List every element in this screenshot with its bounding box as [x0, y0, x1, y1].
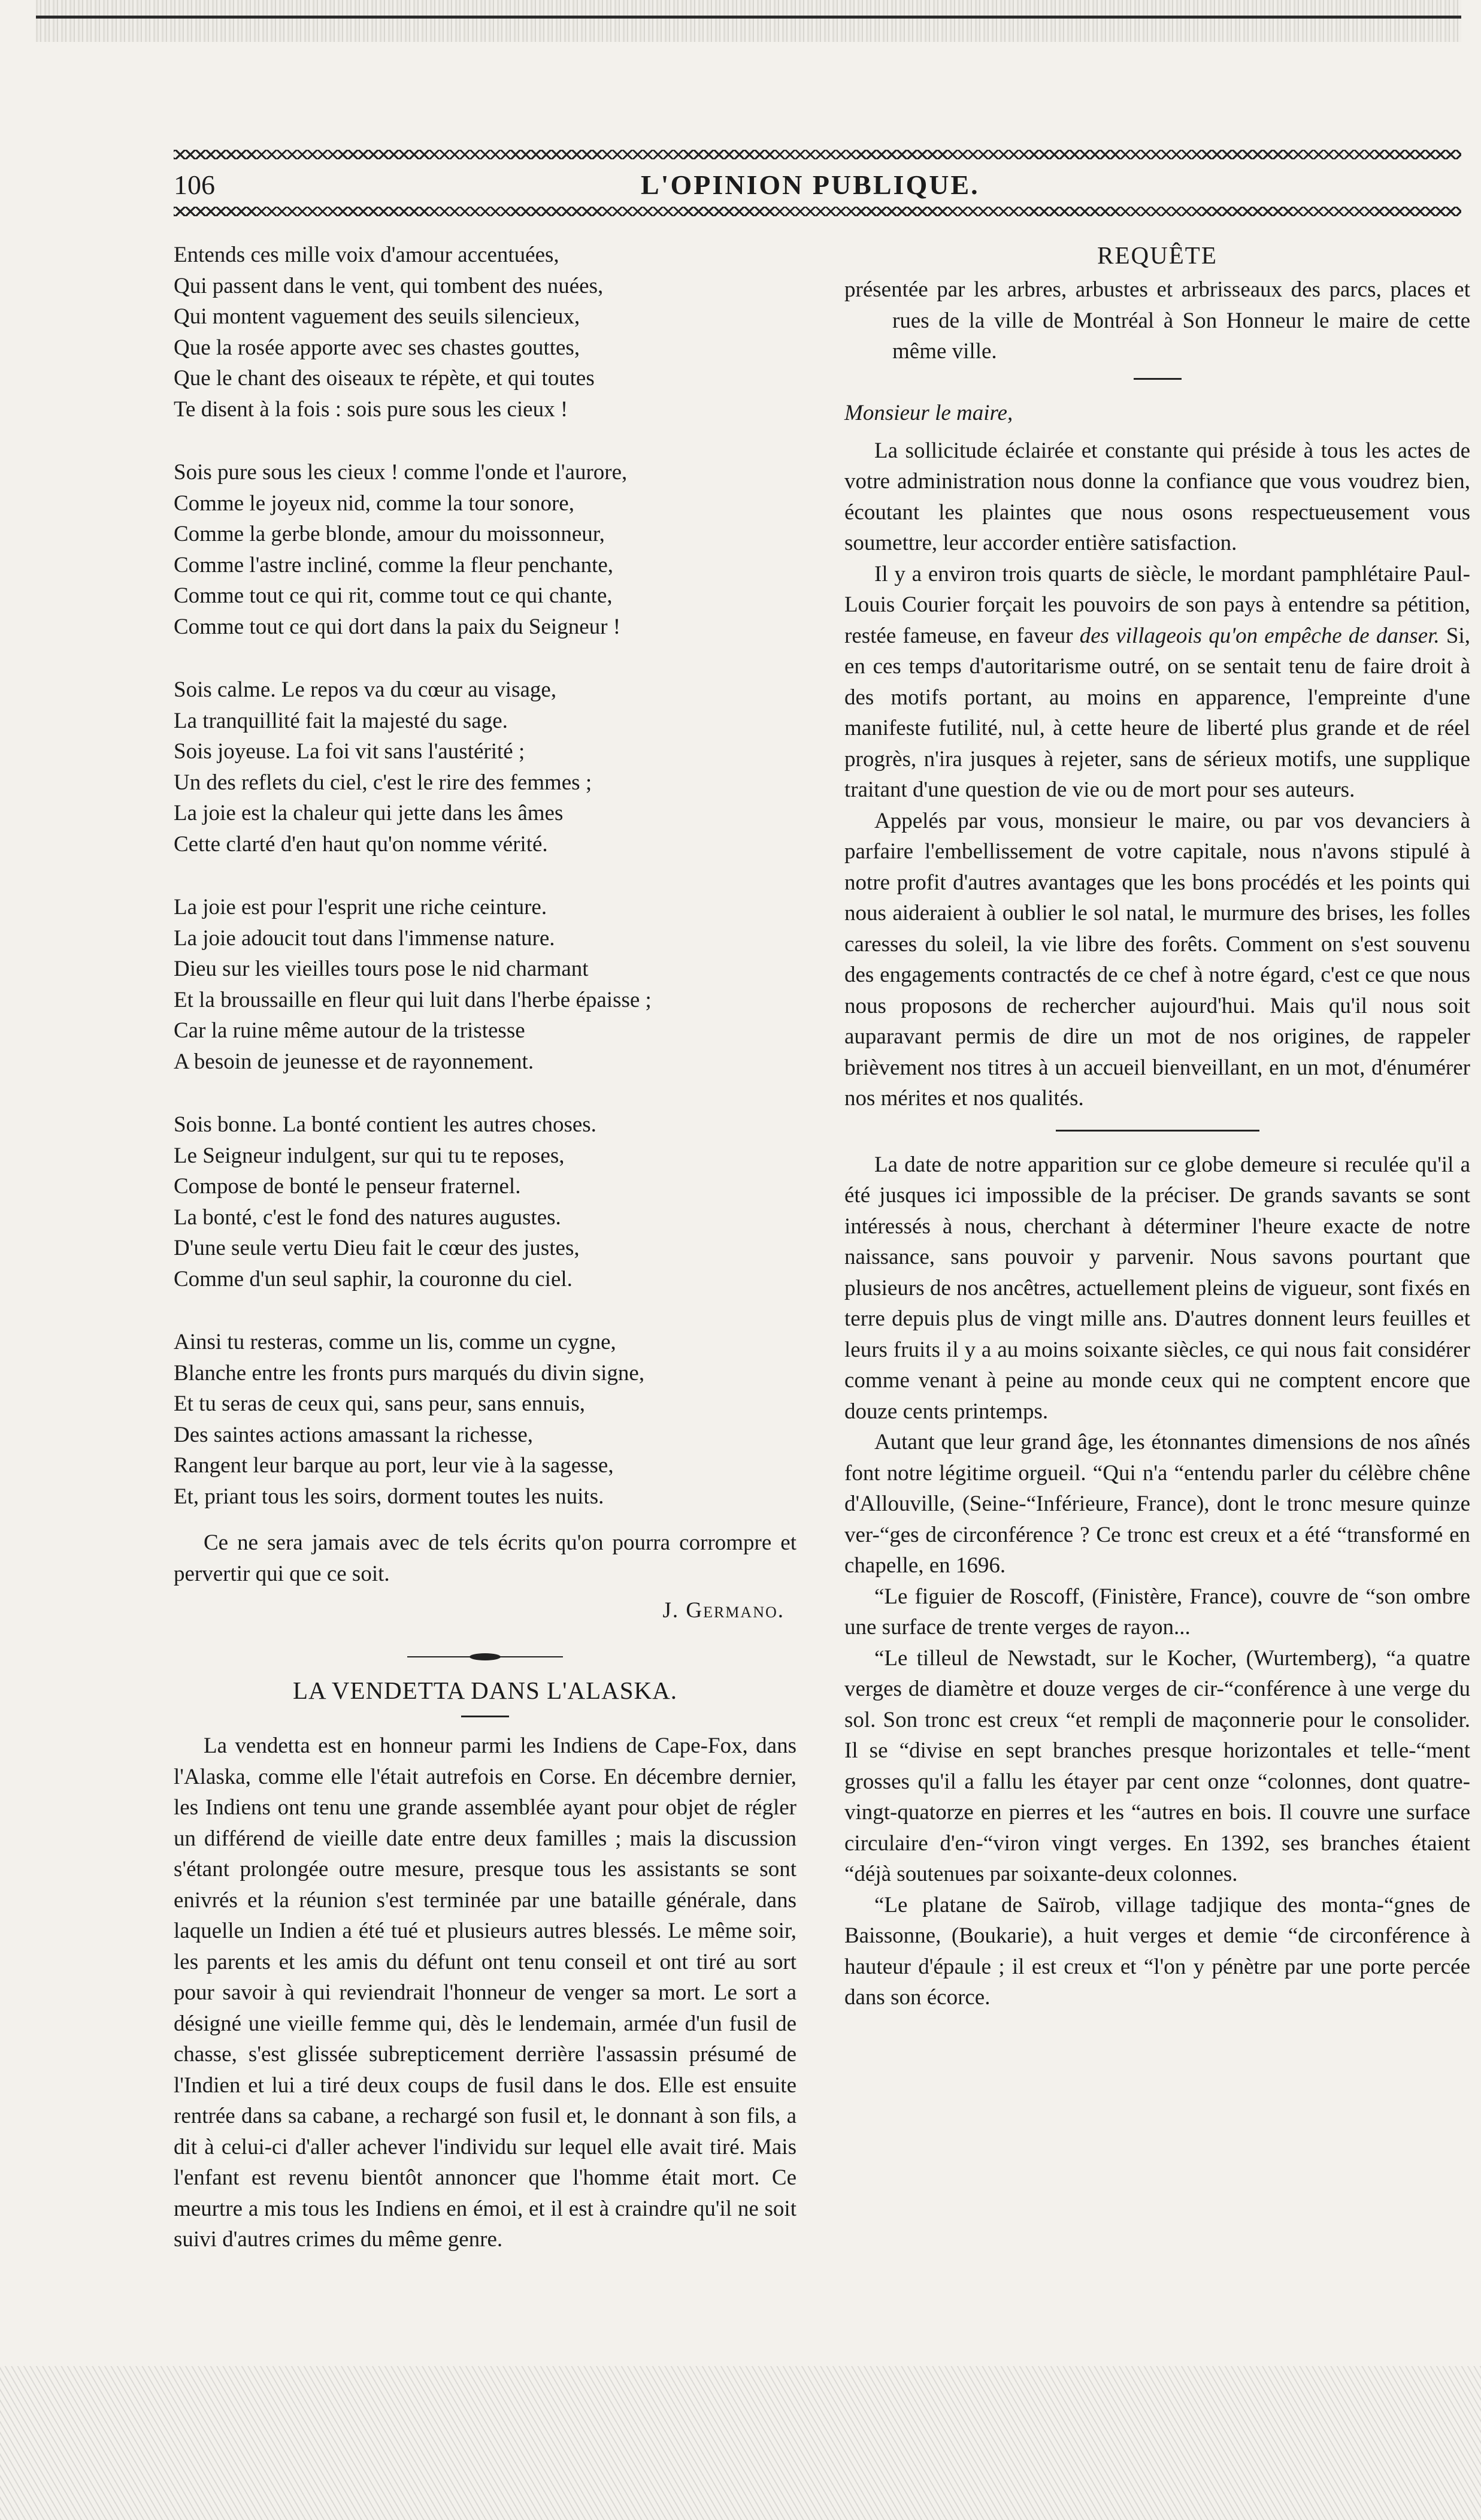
verse-line: Entends ces mille voix d'amour accentuées, — [174, 243, 559, 267]
subtitle-rule — [1134, 378, 1182, 380]
poem-stanza-6 — [174, 1327, 796, 1512]
verse-line: Que le chant des oiseaux te répète, et qui toutes — [174, 366, 595, 391]
paragraph: “Le platane de Saïrob, village tadjique des monta-“gnes de Baissonne, (Boukarie), a huit verges et demie “de circonférence à hauteur d'épaule ; il est creux et “l'on y pénètre par une porte percée dans son écorce. — [844, 1892, 1470, 2010]
left-column — [174, 240, 796, 2255]
top-border-line — [36, 16, 1461, 19]
verse-line: D'une seule vertu Dieu fait le cœur des justes, — [174, 1236, 580, 1260]
paragraph-rule — [1056, 1130, 1259, 1132]
title-rule — [461, 1716, 509, 1717]
verse-line: Que la rosée apporte avec ses chastes gouttes, — [174, 335, 580, 360]
paragraph: La sollicitude éclairée et constante qui préside à tous les actes de votre administration nous donne la confiance que vous voudrez bien, écoutant les plaintes que nous osons respectueusement vous soumettre, leur accorder entière satisfaction. — [844, 438, 1470, 555]
paragraph: Autant que leur grand âge, les étonnantes dimensions de nos aînés font notre légitime orgueil. “Qui n'a “entendu parler du célèbre chêne d'Allouville, (Seine-“Inférieure, France), dont le tronc mesure quinze ver-“ges de circonférence ? Ce tronc est creux et a été “transformé en chapelle, en 1696. — [844, 1430, 1470, 1578]
section-ornament — [407, 1653, 563, 1660]
verse-line: Qui montent vaguement des seuils silencieux, — [174, 304, 580, 329]
verse-line: Rangent leur barque au port, leur vie à la sagesse, — [174, 1453, 614, 1478]
salutation: Monsieur le maire, — [844, 400, 1013, 425]
poem-stanza-1 — [174, 240, 796, 425]
poem-stanza-5 — [174, 1109, 796, 1294]
verse-line: Te disent à la fois : sois pure sous les cieux ! — [174, 397, 568, 422]
verse-line: La joie adoucit tout dans l'immense nature. — [174, 925, 555, 951]
verse-line: Et tu seras de ceux qui, sans peur, sans ennuis, — [174, 1391, 585, 1416]
paragraph: La date de notre apparition sur ce globe demeure si reculée qu'il a été jusques ici impossible de la préciser. De grands savants se sont intéressés à nous, cherchant à déterminer l'heure exacte de notre naissance, sans pouvoir y parvenir. Nous savons pourtant que plusieurs de nos ancêtres, actuellement pleins de vigueur, sont fixés en terre depuis plus de vingt mille ans. D'autres donnent leurs feuilles et leurs fruits il y a au moins soixante siècles, ce qui nous fait considérer comme venant à peine au monde ceux qui ne comptent encore que douze cents printemps. — [844, 1152, 1470, 1424]
header-wave-rule-bottom — [174, 207, 1461, 216]
verse-line: Et, priant tous les soirs, dorment toutes les nuits. — [174, 1484, 604, 1509]
italic-quote: des villageois qu'on empêche de danser. — [1079, 623, 1440, 648]
verse-line: Comme tout ce qui rit, comme tout ce qui chante, — [174, 583, 613, 608]
verse-line: Le Seigneur indulgent, sur qui tu te reposes, — [174, 1143, 565, 1168]
verse-line: Ainsi tu resteras, comme un lis, comme un cygne, — [174, 1330, 616, 1354]
verse-line: La tranquillité fait la majesté du sage. — [174, 708, 508, 733]
paragraph: Appelés par vous, monsieur le maire, ou par vos devanciers à parfaire l'embellissement de votre capitale, nous n'avons stipulé à notre profit d'autres avantages que les bons procédés et les points qui nous aideraient à oublier le sol natal, le murmure des brises, les folles caresses du soleil, la vie libre des forêts. Comment on s'est souvenu des engagements contractés de ce chef à notre égard, c'est ce que nous nous proposons de rechercher aujourd'hui. Mais qu'il nous soit auparavant permis de dire un mot de nos origines, de rappeler brièvement nos titres à un accueil bienveillant, en un mot, d'énumérer nos mérites et nos qualités. — [844, 808, 1470, 1111]
verse-line: Un des reflets du ciel, c'est le rire des femmes ; — [174, 770, 592, 795]
verse-line: Comme l'astre incliné, comme la fleur penchante, — [174, 552, 614, 577]
verse-line: Blanche entre les fronts purs marqués du divin signe, — [174, 1360, 645, 1385]
paragraph — [844, 559, 1470, 806]
verse-line: La joie est la chaleur qui jette dans les âmes — [174, 801, 564, 825]
verse-line: Sois pure sous les cieux ! comme l'onde et l'aurore, — [174, 460, 628, 485]
article-title: LA VENDETTA DANS L'ALASKA. — [292, 1677, 678, 1704]
author-signature: J. Germano. — [662, 1598, 785, 1623]
verse-line: Compose de bonté le penseur fraternel. — [174, 1174, 521, 1199]
paragraph-text: Si, en ces temps d'autoritarisme outré, on se sentait tenu de faire droit à des motifs portant, au moins en apparence, l'empreinte d'une manifeste futilité, nul, à cette heure de liberté plus grande et de réel progrès, n'ira jusques à rejeter, sans de sérieux motifs, une supplique traitant d'une question de vie ou de mort pour ses auteurs. — [844, 623, 1470, 802]
verse-line: La joie est pour l'esprit une riche ceinture. — [174, 895, 547, 919]
verse-line: Comme tout ce qui dort dans la paix du Seigneur ! — [174, 614, 621, 639]
poem-stanza-3 — [174, 674, 796, 860]
verse-line: La bonté, c'est le fond des natures augustes. — [174, 1205, 561, 1230]
article-body: La vendetta est en honneur parmi les Indiens de Cape-Fox, dans l'Alaska, comme elle l'était autrefois en Corse. En décembre dernier, les Indiens ont tenu une grande assemblée ayant pour objet de régler un différend de vieille date entre deux familles ; mais la discussion s'étant prolongée outre mesure, presque tous les assistants se sont enivrés et la réunion s'est terminée par une bataille générale, dans laquelle un Indien a été tué et plusieurs autres blessés. Le même soir, les parents et les amis du défunt ont tenu conseil et ont tiré au sort pour savoir à qui reviendrait l'honneur de venger sa mort. Le sort a désigné une vieille femme qui, dès le lendemain, armée d'un fusil de chasse, s'est glissée subrepticement derrière l'assassin présumé de l'Indien et lui a tiré deux coups de fusil dans le dos. Elle est ensuite rentrée dans sa cabane, a rechargé son fusil et, le donnant à son fils, a dit à celui-ci d'aller achever l'individu sur lequel elle avait tiré. Mais l'enfant est revenu bientôt annoncer que l'homme était mort. Ce meurtre a mis tous les Indiens en émoi, et il est à craindre qu'il ne soit suivi d'autres crimes du même genre. — [174, 1734, 796, 2252]
paragraph: “Le figuier de Roscoff, (Finistère, France), couvre de “son ombre une surface de trente verges de rayon... — [844, 1584, 1470, 1639]
right-column — [844, 240, 1470, 2013]
verse-line: Sois calme. Le repos va du cœur au visage, — [174, 677, 557, 702]
requete-title: REQUÊTE — [1097, 241, 1217, 269]
torn-top-edge — [36, 0, 1461, 42]
paragraph: “Le tilleul de Newstadt, sur le Kocher, (Wurtemberg), “a quatre verges de diamètre et douze verges de cir-“conférence à une verge du sol. Son tronc est creux “et rempli de maçonnerie pour le consolider. Il se “divise en sept branches presque horizontales et telle-“ment grosses qu'il a fallu les étayer par cent onze “colonnes, dont quatre-vingt-quatorze en pierres et les “autres en bois. Il couvre une surface circulaire d'en-“viron vingt verges. En 1392, ses branches étaient “déjà soutenues par soixante-deux colonnes. — [844, 1645, 1470, 1886]
page-texture-bottom — [0, 2366, 1481, 2520]
running-title: L'OPINION PUBLIQUE. — [641, 170, 980, 200]
verse-line: Cette clarté d'en haut qu'on nomme vérité. — [174, 831, 548, 857]
verse-line: Sois bonne. La bonté contient les autres choses. — [174, 1112, 596, 1137]
verse-line: Comme d'un seul saphir, la couronne du ciel. — [174, 1266, 573, 1291]
verse-line: A besoin de jeunesse et de rayonnement. — [174, 1049, 534, 1074]
verse-line: Dieu sur les vieilles tours pose le nid charmant — [174, 957, 589, 981]
verse-line: Sois joyeuse. La foi vit sans l'austérité ; — [174, 739, 525, 764]
poem-stanza-2 — [174, 457, 796, 642]
paragraph-text: Il y a environ trois quarts de siècle, le mordant pamphlétaire Paul-Louis Courier forçait les pouvoirs de son pays à entendre sa pétition, restée fameuse, en faveur — [844, 561, 1470, 648]
header-wave-rule-top — [174, 150, 1461, 159]
verse-line: Des saintes actions amassant la richesse, — [174, 1422, 534, 1447]
page-number: 106 — [174, 170, 215, 200]
verse-line: Et la broussaille en fleur qui luit dans l'herbe épaisse ; — [174, 987, 652, 1012]
verse-line: Car la ruine même autour de la tristesse — [174, 1018, 525, 1043]
verse-line: Qui passent dans le vent, qui tombent des nuées, — [174, 273, 604, 298]
closing-note: Ce ne sera jamais avec de tels écrits qu'on pourra corrompre et pervertir qui que ce soit. — [174, 1530, 796, 1586]
poem-stanza-4 — [174, 892, 796, 1077]
verse-line: Comme la gerbe blonde, amour du moissonneur, — [174, 522, 605, 546]
verse-line: Comme le joyeux nid, comme la tour sonore, — [174, 491, 574, 516]
requete-subtitle: présentée par les arbres, arbustes et arbrisseaux des parcs, places et rues de la ville de Montréal à Son Honneur le maire de cette même ville. — [844, 277, 1470, 364]
